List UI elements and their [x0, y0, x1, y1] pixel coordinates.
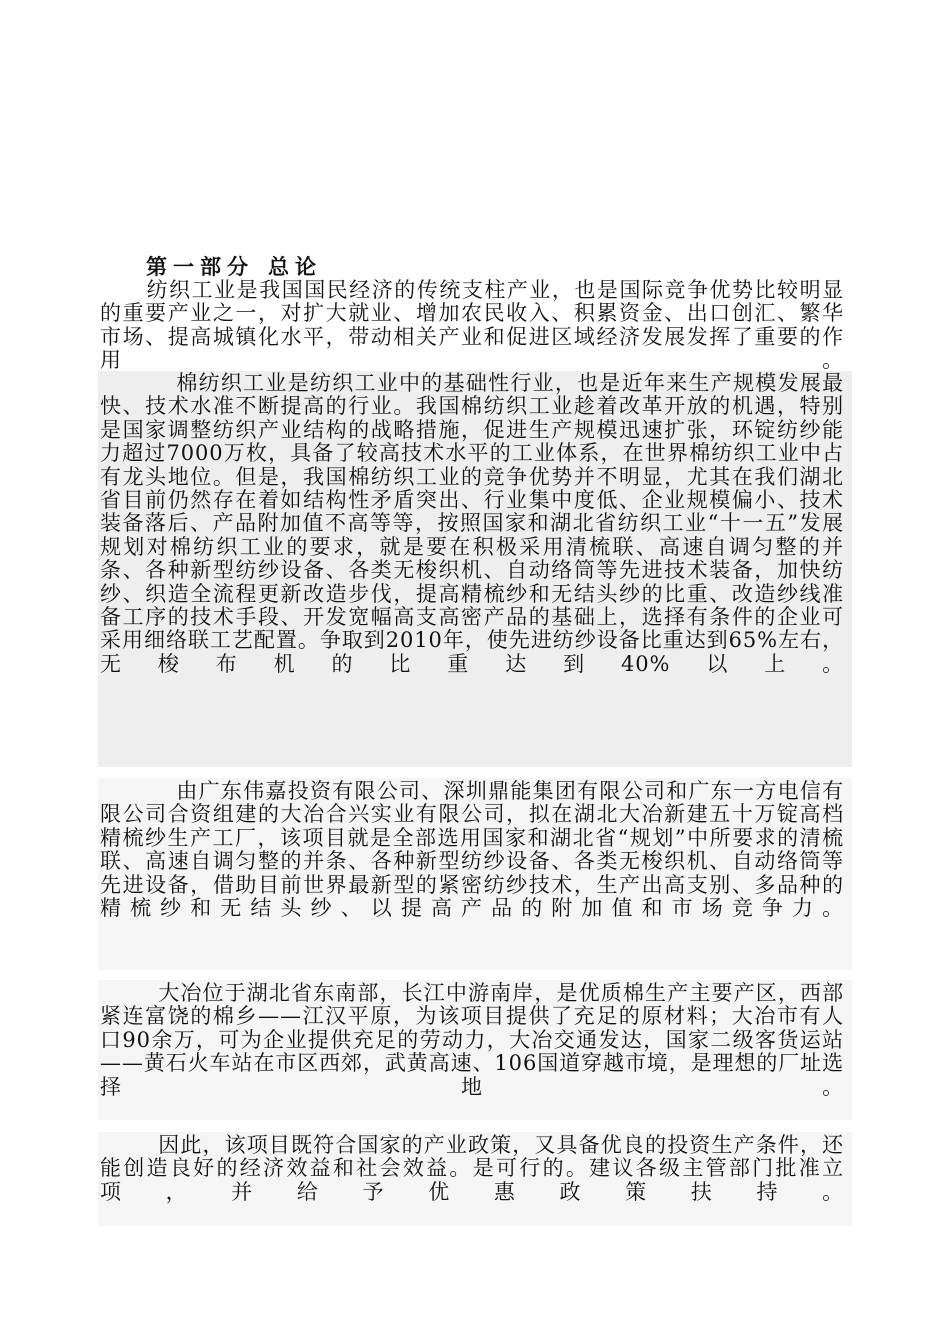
paragraph-cotton-industry: 棉纺织工业是纺织工业中的基础性行业，也是近年来生产规模发展最快、技术水准不断提高的行业。我国棉纺织工业趁着改革开放的机遇，特别是国家调整纺织产业结构的战略措施，促进生产规模迅速扩张，环锭纺纱能力超过7000万枚，具备了较高技术水平的工业体系，在世界棉纺织工业中占有龙头地位。但是，我国棉纺织工业的竞争优势并不明显，尤其在我们湖北省目前仍然存在着如结构性矛盾突出、行业集中度低、企业规模偏小、技术装备落后、产品附加值不高等等，按照国家和湖北省纺织工业“十一五”发展规划对棉纺织工业的要求，就是要在积极采用清梳联、高速自调匀整的并条、各种新型纺纱设备、各类无梭织机、自动络筒等先进技术装备，加快纺纱、织造全流程更新改造步伐，提高精梳纱和无结头纱的比重、改造纱线准备工序的技术手段、开发宽幅高支高密产品的基础上，选择有条件的企业可采用细络联工艺配置。争取到2010年，使先进纺纱设备比重达到65%左右，无梭布机的比重达到40%以上。 — [100, 371, 844, 676]
section-heading — [146, 254, 322, 280]
section-part-label: 第一部分 — [146, 254, 254, 279]
paragraph-project: 由广东伟嘉投资有限公司、深圳鼎能集团有限公司和广东一方电信有限公司合资组建的大冶合兴实业有限公司，拟在湖北大冶新建五十万锭高档精梳纱生产工厂，该项目就是全部选用国家和湖北省“规划”中所要求的清梳联、高速自调匀整的并条、各种新型纺纱设备、各类无梭织机、自动络筒等先进设备，借助目前世界最新型的紧密纺纱技术，生产出高支别、多品种的精梳纱和无结头纱、以提高产品的附加值和市场竞争力。 — [100, 779, 844, 921]
paragraph-conclusion: 因此，该项目既符合国家的产业政策，又具备优良的投资生产条件，还能创造良好的经济效益和社会效益。是可行的。建议各级主管部门批准立项，并给予优惠政策扶持。 — [100, 1133, 844, 1204]
paragraph-intro: 纺织工业是我国国民经济的传统支柱产业，也是国际竞争优势比较明显的重要产业之一，对扩大就业、增加农民收入、积累资金、出口创汇、繁华市场、提高城镇化水平，带动相关产业和促进区域经济发展发挥了重要的作用。 — [100, 278, 844, 373]
section-title: 总论 — [268, 254, 322, 279]
paragraph-location: 大冶位于湖北省东南部，长江中游南岸，是优质棉生产主要产区，西部紧连富饶的棉乡——江汉平原，为该项目提供了充足的原材料；大冶市有人口90余万，可为企业提供充足的劳动力，大冶交通发达，国家二级客货运站——黄石火车站在市区西郊，武黄高速、106国道穿越市境，是理想的厂址选择地。 — [100, 981, 844, 1099]
